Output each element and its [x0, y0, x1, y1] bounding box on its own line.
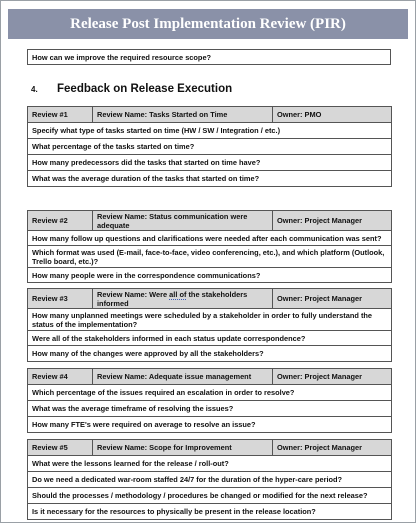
review-owner: Owner: Project Manager [273, 369, 392, 385]
review-id: Review #1 [28, 107, 93, 123]
review-question: Specify what type of tasks started on time (HW / SW / Integration / etc.) [28, 123, 392, 139]
intro-question-table [27, 49, 391, 65]
review-table-4 [27, 368, 392, 433]
intro-question: How can we improve the required resource scope? [28, 50, 391, 65]
review-id: Review #3 [28, 289, 93, 309]
review-question: Should the processes / methodology / procedures be changed or modified for the next release? [28, 488, 392, 504]
review-owner: Owner: PMO [273, 107, 392, 123]
review-question: How many predecessors did the tasks that started on time have? [28, 155, 392, 171]
review-name: Review Name: Adequate issue management [93, 369, 273, 385]
review-table-2 [27, 210, 392, 283]
review-name-underlined: all of [169, 289, 187, 299]
review-table-3 [27, 288, 392, 362]
review-table-1 [27, 106, 392, 187]
review-name: Review Name: Tasks Started on Time [93, 107, 273, 123]
review-question: How many follow up questions and clarifications were needed after each communication was sent? [28, 231, 392, 246]
review-id: Review #5 [28, 440, 93, 456]
review-owner: Owner: Project Manager [273, 289, 392, 309]
review-question: Which format was used (E-mail, face-to-face, video conferencing, etc.), and which platform (Outlook, Trello board, etc.)? [28, 246, 392, 268]
review-id: Review #2 [28, 211, 93, 231]
section-number: 4. [31, 84, 38, 94]
review-name-prefix: Review Name: Were [97, 289, 170, 299]
review-name-suffix: the stakeholders informed [97, 289, 248, 308]
review-question: How many of the changes were approved by all the stakeholders? [28, 346, 392, 362]
review-question: What was the average timeframe of resolving the issues? [28, 401, 392, 417]
review-question: Do we need a dedicated war-room staffed 24/7 for the duration of the hyper-care period? [28, 472, 392, 488]
review-name: Review Name: Scope for Improvement [93, 440, 273, 456]
review-name [93, 289, 273, 309]
review-table-5 [27, 439, 392, 520]
review-question: Is it necessary for the resources to physically be present in the release location? [28, 504, 392, 520]
review-question: How many unplanned meetings were scheduled by a stakeholder in order to fully understand the status of the implementation? [28, 309, 392, 331]
review-owner: Owner: Project Manager [273, 211, 392, 231]
review-question: What was the average duration of the tasks that started on time? [28, 171, 392, 187]
section-heading [31, 83, 232, 95]
review-question: Were all of the stakeholders informed in each status update correspondence? [28, 331, 392, 346]
review-name: Review Name: Status communication were adequate [93, 211, 273, 231]
document-title-banner: Release Post Implementation Review (PIR) [8, 9, 408, 39]
review-question: What were the lessons learned for the release / roll-out? [28, 456, 392, 472]
review-question: How many FTE's were required on average to resolve an issue? [28, 417, 392, 433]
review-id: Review #4 [28, 369, 93, 385]
review-question: What percentage of the tasks started on time? [28, 139, 392, 155]
review-owner: Owner: Project Manager [273, 440, 392, 456]
section-title: Feedback on Release Execution [57, 83, 233, 95]
review-question: Which percentage of the issues required an escalation in order to resolve? [28, 385, 392, 401]
review-question: How many people were in the correspondence communications? [28, 268, 392, 283]
